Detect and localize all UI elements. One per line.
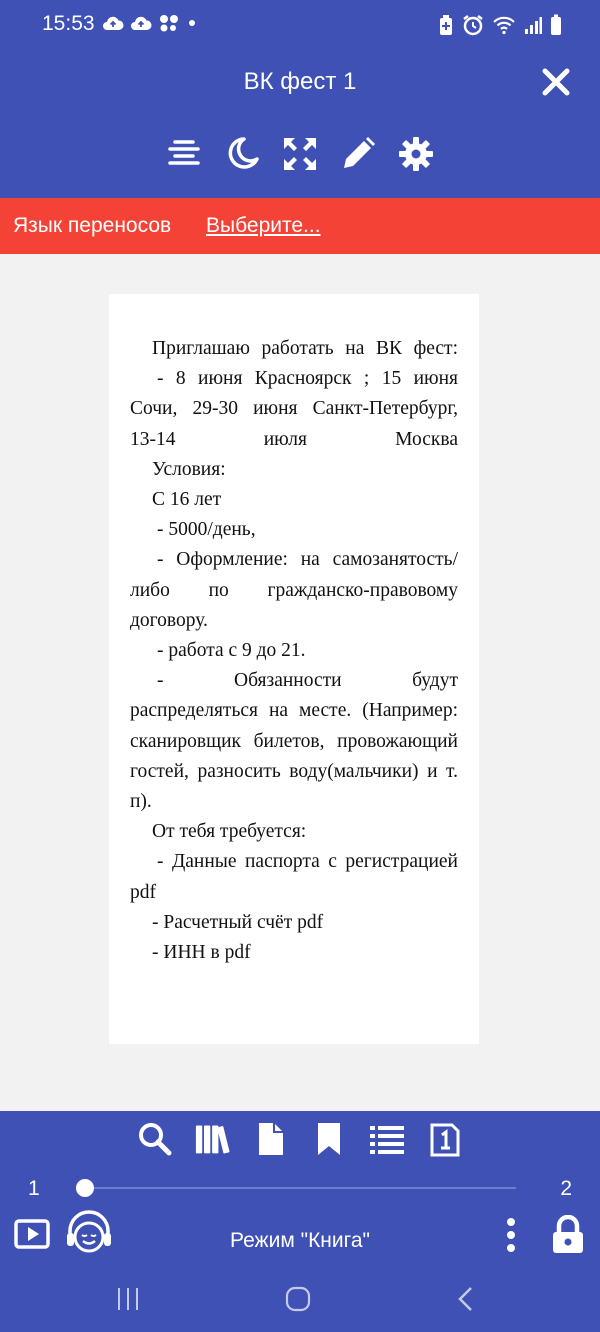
search-button[interactable] <box>137 1121 173 1157</box>
page-slider-handle[interactable] <box>76 1179 94 1197</box>
status-time: 15:53 <box>42 12 95 35</box>
search-icon <box>137 1121 173 1157</box>
apps-icon <box>158 14 180 32</box>
settings-icon <box>398 136 434 172</box>
system-nav-bar <box>0 1263 600 1332</box>
page-start-number: 1 <box>28 1177 40 1200</box>
paragraph: - Обязанности будут распределяться на месте. (Например: сканировщик билетов, провожающий гостей, разносить воду(мальчики) и т. п). <box>130 670 458 813</box>
bottom-toolbar <box>0 1121 600 1157</box>
paragraph: От тебя требуется: <box>152 821 307 843</box>
paragraph: - ИНН в pdf <box>152 942 251 964</box>
paragraph: - работа с 9 до 21. <box>157 640 306 662</box>
status-left-icons <box>102 14 198 32</box>
page-slider[interactable] <box>84 1187 516 1189</box>
paragraph: - Оформление: на самозанятость/либо по гражданско-правовому договору. <box>130 549 458 631</box>
bottom-bar <box>0 1111 600 1263</box>
page-number-icon <box>430 1121 460 1157</box>
page-end-number: 2 <box>560 1177 572 1200</box>
file-button[interactable] <box>253 1121 289 1157</box>
home-icon <box>278 1285 318 1313</box>
contents-icon <box>369 1121 405 1157</box>
recent-apps-button[interactable] <box>108 1285 148 1313</box>
paragraph: С 16 лет <box>152 489 222 511</box>
page-number-button[interactable] <box>427 1121 463 1157</box>
back-button[interactable] <box>446 1285 486 1313</box>
status-right-icons <box>438 14 562 36</box>
more-vertical-icon <box>500 1215 522 1255</box>
wifi-icon <box>492 15 516 35</box>
cloud-upload-icon <box>130 14 152 32</box>
reader-toolbar <box>0 136 600 172</box>
back-icon <box>446 1285 486 1313</box>
library-button[interactable] <box>195 1121 231 1157</box>
lock-icon <box>550 1215 586 1255</box>
paragraph: Приглашаю работать на ВК фест: <box>152 338 458 359</box>
document-title: ВК фест 1 <box>243 68 357 95</box>
dot-icon <box>186 14 198 32</box>
paragraph: - Расчетный счёт pdf <box>152 911 324 933</box>
bookmark-button[interactable] <box>311 1121 347 1157</box>
home-button[interactable] <box>278 1285 318 1313</box>
close-button[interactable] <box>538 64 574 100</box>
status-bar <box>0 0 600 48</box>
lock-button[interactable] <box>550 1215 586 1255</box>
fullscreen-icon <box>282 136 318 172</box>
hyphenation-select-link[interactable]: Выберите... <box>206 214 321 237</box>
book-page[interactable] <box>109 294 479 1044</box>
recent-apps-icon <box>108 1285 148 1313</box>
settings-button[interactable] <box>398 136 434 172</box>
hyphenation-label: Язык переносов <box>13 214 172 237</box>
paragraph: - 8 июня Красноярск ; 15 июня Сочи, 29-30 июня Санкт-Петербург, 13-14 июля Москва <box>130 368 458 450</box>
page-text <box>130 334 458 968</box>
mode-label: Режим "Книга" <box>230 1229 370 1252</box>
battery-saver-icon <box>438 14 454 36</box>
signal-icon <box>524 15 542 35</box>
fullscreen-button[interactable] <box>282 136 318 172</box>
battery-icon <box>550 14 562 36</box>
paragraph: - 5000/день, <box>157 519 256 541</box>
more-options-button[interactable] <box>500 1215 522 1255</box>
night-mode-button[interactable] <box>224 136 260 172</box>
reader-content[interactable] <box>0 254 600 1111</box>
contents-button[interactable] <box>369 1121 405 1157</box>
alarm-icon <box>462 14 484 36</box>
edit-button[interactable] <box>340 136 376 172</box>
cloud-upload-icon <box>102 14 124 32</box>
paragraph: - Данные паспорта с регистрацией pdf <box>130 851 458 903</box>
align-icon <box>166 136 202 172</box>
file-icon <box>256 1121 286 1157</box>
hyphenation-banner <box>0 198 600 254</box>
close-icon <box>538 64 574 100</box>
paragraph: Условия: <box>152 458 226 480</box>
night-mode-icon <box>224 136 260 172</box>
app-bar <box>0 48 600 198</box>
library-icon <box>195 1121 231 1157</box>
bookmark-icon <box>315 1121 343 1157</box>
edit-icon <box>340 136 376 172</box>
align-button[interactable] <box>166 136 202 172</box>
